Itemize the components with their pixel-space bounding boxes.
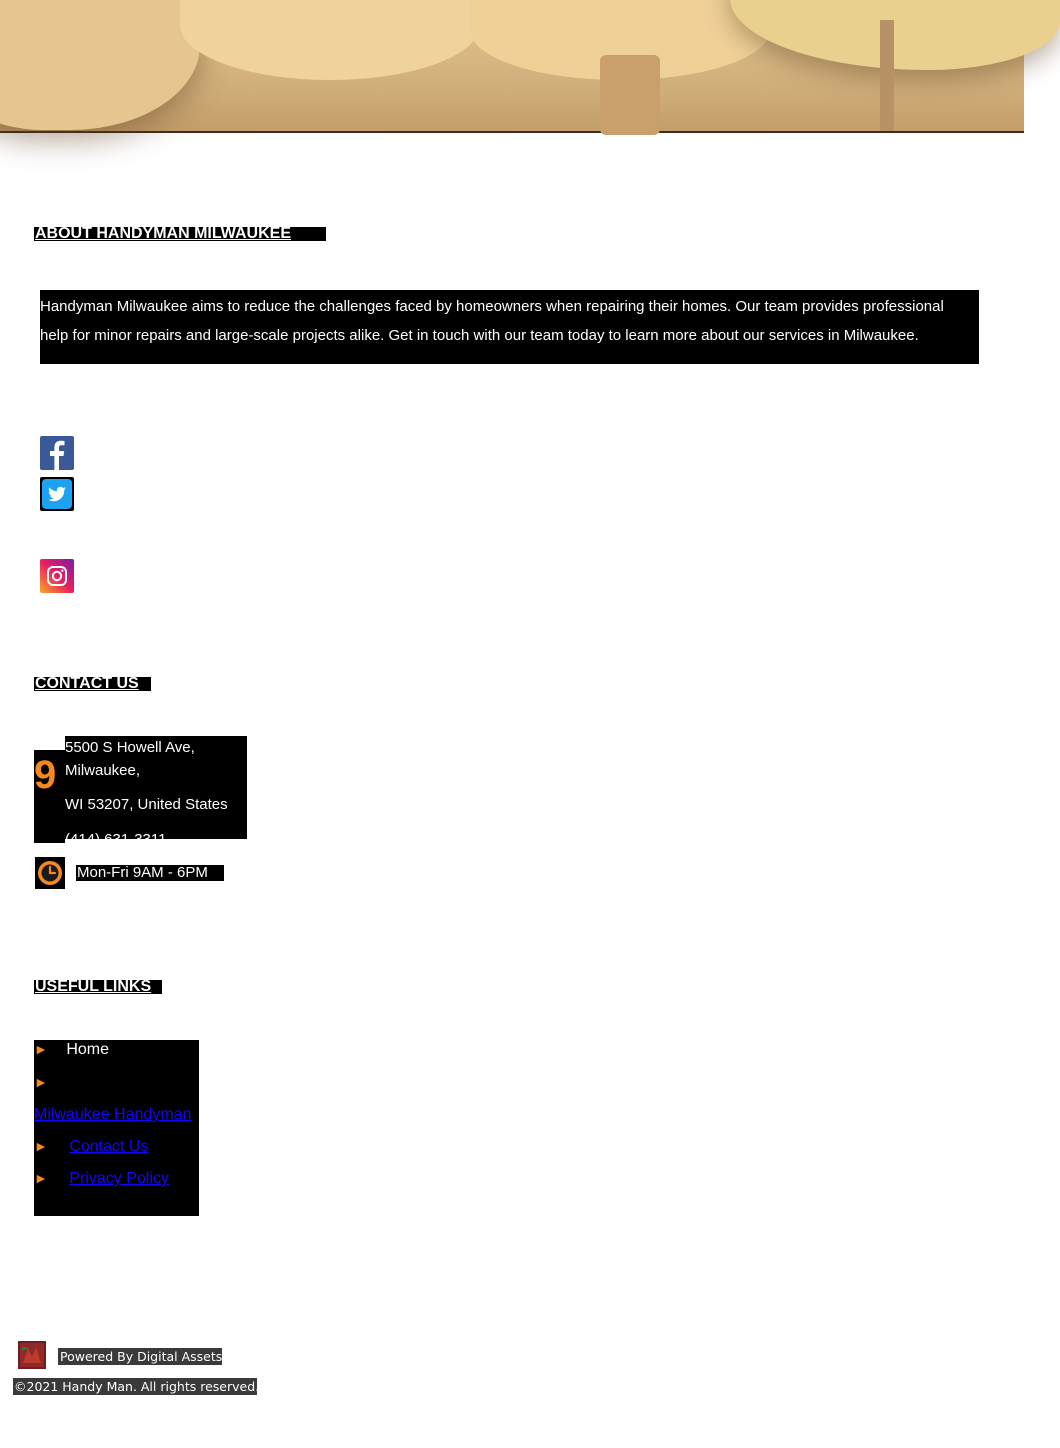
digital-assets-logo[interactable] xyxy=(18,1341,46,1369)
about-text-line1: Handyman Milwaukee aims to reduce the challenges faced by homeowners when repairing their homes. Our team provides professional xyxy=(40,298,944,315)
about-text xyxy=(40,290,979,364)
address-block xyxy=(65,736,247,848)
link-item-home[interactable] xyxy=(34,1041,109,1059)
location-pin-icon xyxy=(34,750,65,843)
about-text-line2: help for minor repairs and large-scale projects alike. Get in touch with our team today to learn more about our services in Milwaukee. xyxy=(40,327,919,344)
link-item-contact-us[interactable] xyxy=(34,1138,148,1156)
link-item-milwaukee-handyman[interactable] xyxy=(34,1106,191,1124)
instagram-icon[interactable] xyxy=(40,559,74,593)
address-line3: WI 53207, United States xyxy=(65,796,228,813)
location-pin-glyph: 9 xyxy=(34,753,57,797)
link-item-privacy-policy[interactable] xyxy=(34,1170,169,1188)
link-contact-us[interactable]: Contact Us xyxy=(69,1138,149,1155)
facebook-icon[interactable] xyxy=(40,436,74,470)
contact-heading: CONTACT US xyxy=(34,677,151,691)
link-item-empty[interactable] xyxy=(34,1074,48,1092)
link-privacy-policy[interactable]: Privacy Policy xyxy=(69,1170,169,1187)
powered-by-text[interactable]: Powered By Digital Assets xyxy=(60,1349,223,1364)
phone-number[interactable]: (414) 631-3311 xyxy=(65,831,167,848)
links-heading: USEFUL LINKS xyxy=(34,980,162,994)
about-heading: ABOUT HANDYMAN MILWAUKEE xyxy=(34,227,326,241)
clock-icon xyxy=(35,857,65,889)
twitter-icon[interactable] xyxy=(40,477,74,511)
link-milwaukee-handyman[interactable]: Milwaukee Handyman xyxy=(34,1106,192,1123)
arrow-right-icon: ► xyxy=(34,1170,48,1186)
address-line1: 5500 S Howell Ave, xyxy=(65,739,195,756)
arrow-right-icon: ► xyxy=(34,1138,48,1154)
hero-image xyxy=(0,0,1024,133)
arrow-right-icon: ► xyxy=(34,1041,48,1057)
business-hours: Mon-Fri 9AM - 6PM xyxy=(76,865,224,881)
link-home[interactable]: Home xyxy=(66,1041,109,1058)
address-line2: Milwaukee, xyxy=(65,762,141,779)
arrow-right-icon: ► xyxy=(34,1074,48,1090)
useful-links-list xyxy=(34,1040,199,1216)
copyright-text: ©2021 Handy Man. All rights reserved. xyxy=(14,1379,260,1394)
